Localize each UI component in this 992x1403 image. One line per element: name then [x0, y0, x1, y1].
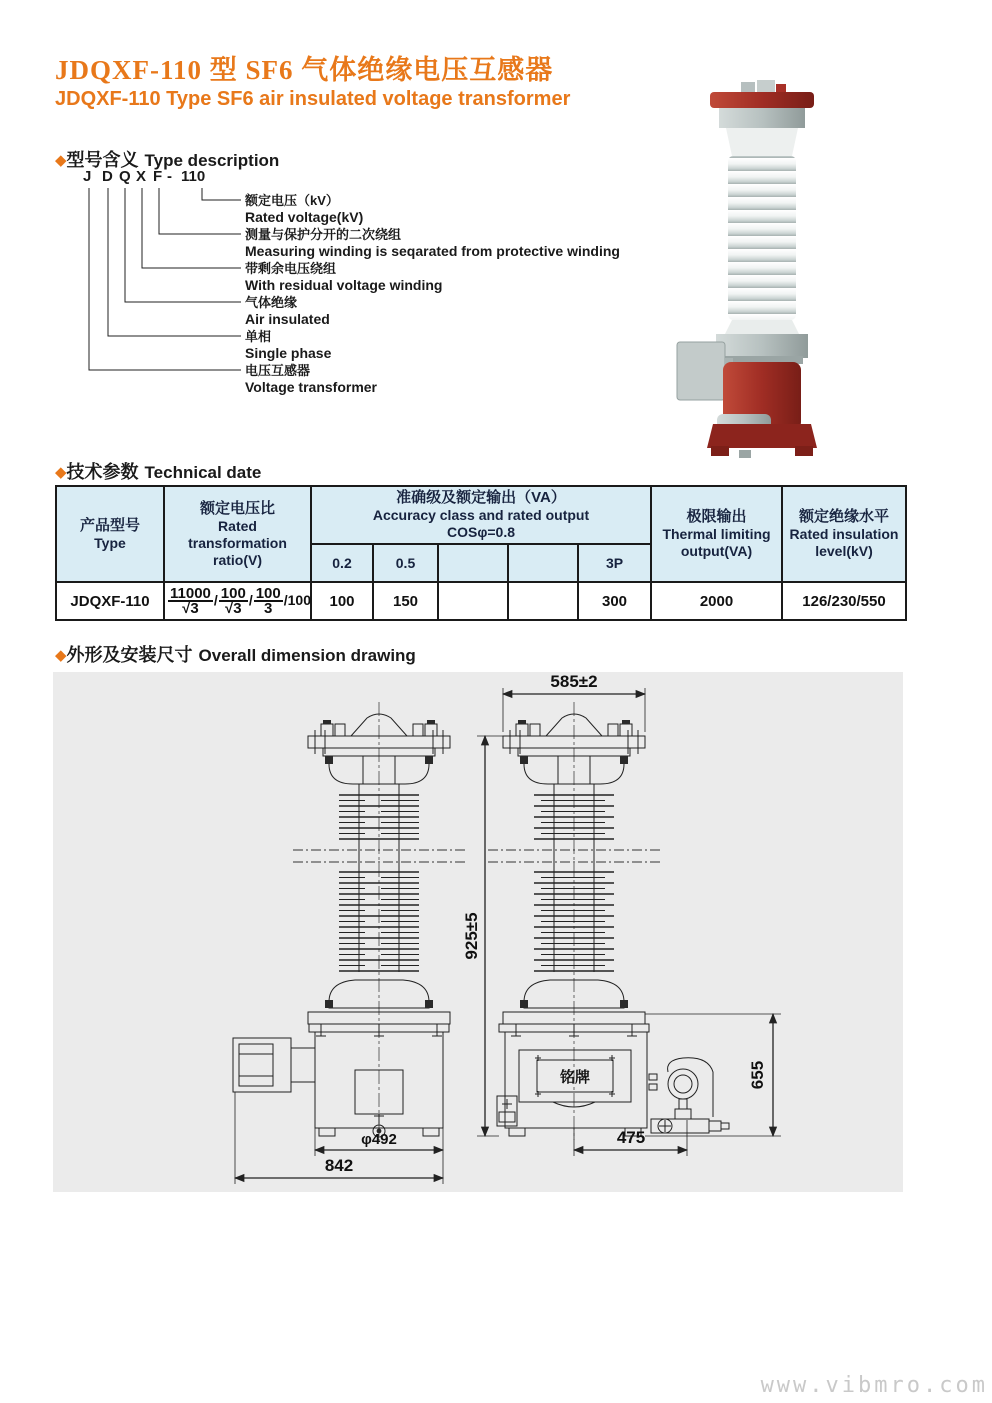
- col-header-insulation: [782, 486, 906, 582]
- list-item: [245, 328, 620, 362]
- list-item: [245, 260, 620, 294]
- header-cn: 产品型号: [79, 516, 140, 534]
- item-en: Voltage transformer: [245, 379, 377, 395]
- dim-overall-width: 842: [324, 1156, 354, 1175]
- col-header-ratio: [164, 486, 311, 582]
- header-cn: 准确级及额定输出（VA）: [396, 489, 566, 506]
- item-cn: 带剩余电压绕组: [245, 261, 337, 276]
- diamond-icon: ◆: [55, 464, 67, 481]
- section-title-cn: 技术参数: [66, 462, 139, 482]
- item-cn: 额定电压（kV）: [245, 193, 339, 208]
- cell-type: JDQXF-110: [56, 582, 164, 620]
- header-cos: COSφ=0.8: [447, 524, 515, 540]
- code-letter-d: D: [102, 168, 113, 185]
- item-cn: 测量与保护分开的二次绕组: [245, 227, 402, 242]
- col-header-type: [56, 486, 164, 582]
- table-row: [56, 582, 906, 620]
- section-heading-dimensions: [55, 641, 416, 665]
- code-letter-q: Q: [119, 168, 131, 185]
- subheader-class-blank2: [508, 544, 578, 582]
- dim-top-width: 585±2: [550, 672, 598, 691]
- code-number-110: 110: [181, 168, 206, 185]
- header-cn: 额定电压比: [199, 499, 275, 517]
- code-letter-x: X: [136, 168, 147, 185]
- section-heading-type: [55, 146, 279, 170]
- fraction: $\frac{11000}{√3}$: [170, 585, 211, 617]
- col-header-thermal: [651, 486, 782, 582]
- section-title-en: Technical date: [144, 463, 262, 482]
- item-en: Rated voltage(kV): [245, 209, 364, 225]
- list-item: [245, 294, 620, 328]
- watermark: www.vibmro.com: [760, 1373, 988, 1398]
- col-header-accuracy: [311, 486, 651, 544]
- page-title-cn: JDQXF-110 型 SF6 气体绝缘电压互感器: [55, 55, 554, 85]
- header-en: Thermal limiting output(VA): [662, 526, 771, 559]
- cell-output-blank1: [438, 582, 508, 620]
- cell-output-05: 150: [373, 582, 438, 620]
- section-title-en: Overall dimension drawing: [198, 646, 416, 665]
- dimension-drawing: [53, 672, 903, 1192]
- subheader-class-05: 0.5: [373, 544, 438, 582]
- dim-base-width: 475: [616, 1128, 646, 1147]
- dim-tank-diameter: φ492: [361, 1131, 397, 1148]
- page-title-en: JDQXF-110 Type SF6 air insulated voltage transformer: [55, 88, 571, 110]
- item-cn: 电压互感器: [245, 363, 311, 378]
- header-en: Rated insulation level(kV): [789, 526, 899, 559]
- list-item: [245, 226, 620, 260]
- diamond-icon: ◆: [55, 152, 67, 169]
- dimension-lines: [235, 672, 781, 1184]
- code-hyphen: -: [167, 168, 172, 185]
- code-letter-f: F: [153, 168, 163, 185]
- cell-thermal: 2000: [651, 582, 782, 620]
- list-item: [245, 192, 620, 226]
- nameplate-label: 铭牌: [559, 1069, 591, 1086]
- list-item: [245, 362, 620, 396]
- cell-output-02: 100: [311, 582, 373, 620]
- header-cn: 极限输出: [686, 508, 747, 525]
- section-title-en: Type description: [144, 151, 280, 170]
- header-cn: 额定绝缘水平: [798, 508, 889, 525]
- dim-tank-height: 655: [748, 1060, 767, 1090]
- front-view: [233, 702, 465, 1140]
- cell-output-blank2: [508, 582, 578, 620]
- type-description-diagram: [55, 168, 715, 418]
- item-en: Single phase: [245, 345, 332, 361]
- section-heading-technical: [55, 458, 261, 482]
- item-cn: 气体绝缘: [245, 295, 298, 310]
- subheader-class-blank1: [438, 544, 508, 582]
- diamond-icon: ◆: [55, 647, 67, 664]
- section-title-cn: 型号含义: [66, 150, 139, 170]
- section-title-cn: 外形及安装尺寸: [66, 645, 193, 665]
- subheader-class-02: 0.2: [311, 544, 373, 582]
- type-description-list: [245, 192, 620, 396]
- header-en: Rated transformation ratio(V): [188, 517, 287, 568]
- cell-ratio: $\frac{11000}{√3}$ / $\frac{100}{√3}$ / $\frac{100}{3}$ /100: [164, 582, 311, 620]
- item-en: With residual voltage winding: [245, 277, 443, 293]
- header-en: Type: [94, 534, 126, 551]
- item-en: Air insulated: [245, 311, 330, 327]
- item-cn: 单相: [245, 329, 272, 344]
- item-en: Measuring winding is seqarated from protective winding: [245, 243, 620, 259]
- fraction: $\frac{100}{3}$: [255, 585, 281, 617]
- dim-total-height: 925±5: [462, 912, 481, 960]
- code-letter-j: J: [83, 168, 92, 185]
- side-view: [488, 702, 729, 1140]
- subheader-class-3p: 3P: [578, 544, 651, 582]
- title-block: [55, 54, 570, 112]
- technical-data-table: [55, 485, 907, 621]
- cell-insulation: 126/230/550: [782, 582, 906, 620]
- header-en: Accuracy class and rated output: [372, 507, 590, 523]
- fraction: $\frac{100}{√3}$: [220, 585, 246, 617]
- cell-output-3p: 300: [578, 582, 651, 620]
